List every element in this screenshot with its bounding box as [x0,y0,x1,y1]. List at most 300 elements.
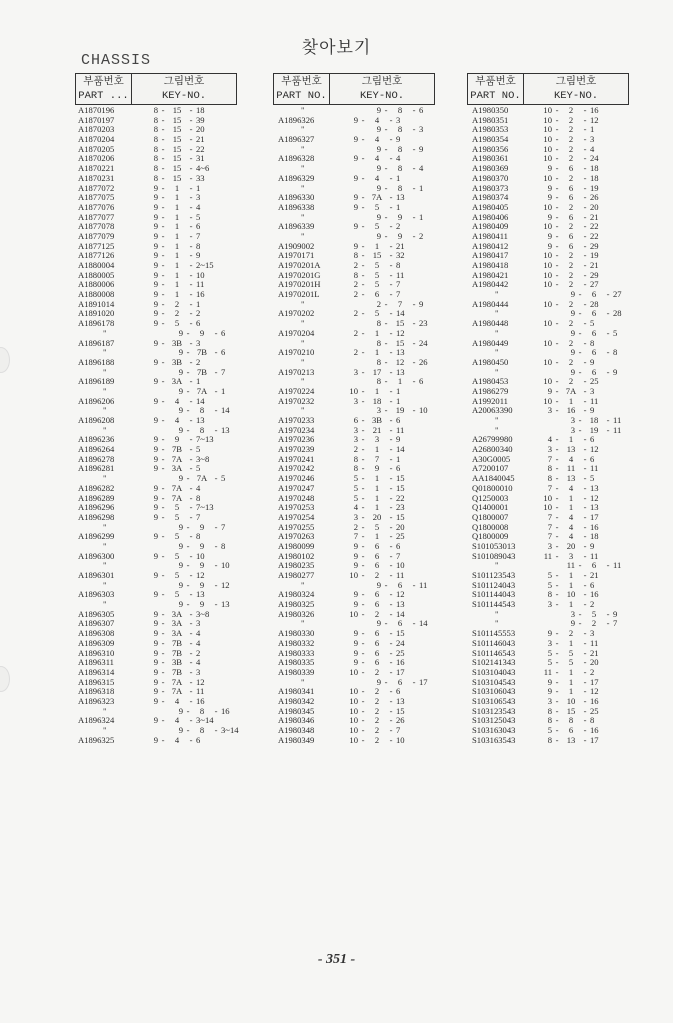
key-dash: - [555,637,559,648]
key-dash: - [555,531,559,542]
key-dash: - [361,221,365,232]
key-dash: - [189,657,193,668]
part-number: " [103,385,107,396]
key-group: 1 [568,395,574,406]
key-number [340,251,418,261]
part-number: " [103,521,107,532]
key-figure: 9 [178,405,183,416]
key-dash: - [412,376,416,387]
key-group: 1 [174,211,180,222]
key-dash: - [361,492,365,503]
key-group: 6 [568,211,574,222]
key-dash: - [384,676,388,687]
key-item: 3 [590,385,595,396]
key-item: 13 [196,415,205,425]
key-item: 9 [613,366,618,377]
part-number: A1970201G [278,269,321,280]
key-group: 1 [374,531,380,542]
key-dash: - [555,550,559,561]
part-number: A1896326 [278,114,315,125]
key-dash: - [186,521,190,532]
part-number: A1980342 [278,695,315,706]
key-group: 17 [372,366,382,377]
key-figure: 10 [543,114,552,125]
page-title: 찾아보기 [301,38,372,58]
key-dash: - [389,492,393,503]
key-item: 15 [396,705,405,716]
key-dash: - [606,289,610,300]
key-item: 23 [396,502,405,513]
key-dash: - [555,463,559,474]
part-number: A1896327 [278,134,315,145]
key-dash: - [161,240,165,251]
key-group: 6 [374,599,380,610]
key-dash: - [606,560,610,571]
key-dash: - [214,347,218,358]
key-dash: - [161,511,165,522]
key-dash: - [186,725,190,735]
key-group: 5 [174,318,180,329]
key-figure: 9 [153,279,158,290]
key-dash: - [189,647,193,658]
rows [75,106,243,745]
key-figure: 9 [153,657,158,668]
part-number: S101124043 [472,579,516,590]
part-number: " [495,308,499,319]
key-group: 9 [199,327,205,338]
key-item: 14 [396,444,405,455]
key-figure: 2 [353,289,358,300]
key-item: 21 [590,211,599,222]
key-dash: - [389,657,393,668]
key-dash: - [412,405,416,416]
part-number: S101144543 [472,599,516,610]
key-dash: - [606,308,610,319]
key-dash: - [189,531,193,542]
index-row [75,397,243,407]
key-number [140,280,218,290]
key-group: 6 [591,308,597,319]
key-group: 1 [374,385,380,396]
key-figure: 8 [153,172,158,183]
key-dash: - [361,521,365,532]
key-figure: 9 [570,347,575,358]
key-group: 1 [568,686,574,697]
key-dash: - [161,221,165,232]
key-dash: - [384,230,388,241]
key-number [340,426,418,436]
key-dash: - [361,666,365,677]
key-dash: - [384,211,388,222]
key-figure: 9 [153,570,158,580]
part-number: A1880008 [78,289,115,300]
key-figure: 3 [353,434,358,445]
key-group: 7A [196,385,208,396]
key-group: 6 [374,540,380,551]
key-dash: - [189,153,193,164]
key-figure: 6 [353,415,358,425]
key-figure: 9 [153,589,158,600]
key-group: 1 [174,289,180,300]
key-item: 6 [590,453,595,464]
index-row [75,416,243,426]
key-item: 28 [613,308,622,319]
key-group: 5 [174,550,180,561]
key-dash: - [606,608,610,619]
key-item: 21 [590,570,599,580]
key-item: 1 [221,385,226,396]
key-number [340,445,418,455]
key-dash: - [361,424,365,435]
part-number: A1891014 [78,298,115,309]
key-item: 26 [590,192,599,203]
part-number: A1970201A [278,260,321,270]
key-dash: - [189,608,193,619]
key-group: 15 [172,143,182,154]
key-item: 6 [396,686,401,697]
part-number: " [301,105,305,115]
key-group: 1 [374,492,380,503]
key-dash: - [578,618,582,629]
key-figure: 9 [353,647,358,658]
key-group: 6 [374,647,380,658]
key-dash: - [389,521,393,532]
key-dash: - [186,579,190,590]
key-item: 23 [419,318,428,329]
key-number [534,736,612,746]
key-group: 3 [374,434,380,445]
key-figure: 10 [543,250,552,261]
key-item: 14 [221,405,230,416]
part-number: A1980346 [278,715,315,726]
key-dash: - [361,589,365,600]
key-figure: 9 [353,628,358,639]
key-group: 18 [372,395,382,406]
key-dash: - [161,550,165,561]
key-dash: - [412,298,416,309]
key-dash: - [606,327,610,338]
key-group: 7A [196,473,208,484]
index-row [273,668,441,678]
part-number: A1980332 [278,637,315,648]
key-group: 2 [374,695,380,706]
key-dash: - [583,269,587,280]
key-item: 16 [196,695,205,706]
key-number [340,513,418,523]
part-number: " [301,337,305,348]
key-dash: - [361,444,365,455]
key-group: 8 [199,725,205,735]
key-figure: 8 [153,105,158,115]
part-number: S102141343 [472,657,516,668]
key-item: 5 [196,211,201,222]
key-number [534,513,612,523]
key-dash: - [161,289,165,300]
key-dash: - [555,114,559,125]
part-number: A1880004 [78,260,115,270]
key-figure: 9 [153,260,158,270]
key-item: 3~8 [196,608,210,619]
key-dash: - [361,705,365,716]
key-dash: - [555,666,559,677]
key-dash: - [389,734,393,745]
key-item: 25 [396,531,405,542]
key-dash: - [186,560,190,571]
key-group: 2 [568,153,574,164]
key-item: 1 [196,182,201,193]
key-group: 2 [568,260,574,270]
key-dash: - [389,666,393,677]
key-item: 9 [196,250,201,261]
key-dash: - [583,453,587,464]
key-item: 5 [613,327,618,338]
key-item: 9 [590,356,595,367]
key-dash: - [578,289,582,300]
key-dash: - [189,695,193,706]
key-group: 4 [174,695,180,706]
key-dash: - [189,482,193,493]
key-item: 17 [419,676,428,687]
key-figure: 9 [178,473,183,484]
key-figure: 8 [153,114,158,125]
key-figure: 9 [153,637,158,648]
part-number: " [301,211,305,222]
key-group: 2 [374,705,380,716]
key-group: 3B [171,657,183,668]
key-group: 8 [397,163,403,174]
part-number: S103106543 [472,695,516,706]
key-item: 2 [590,599,595,610]
key-dash: - [189,250,193,261]
index-row [467,552,635,562]
key-dash: - [606,347,610,358]
key-dash: - [161,124,165,135]
key-figure: 9 [547,211,552,222]
key-item: 25 [590,376,599,387]
part-header-kr: 부품번호 [83,76,124,88]
key-group: 16 [566,405,576,416]
key-dash: - [583,463,587,474]
key-figure: 5 [547,579,552,590]
key-group: 2 [568,143,574,154]
part-header-en: PART NO. [276,90,327,102]
key-group: 4 [374,153,380,164]
part-number: " [301,618,305,629]
part-number: " [103,405,107,416]
part-number: A1980235 [278,560,315,571]
key-figure: 10 [543,221,552,232]
key-figure: 5 [547,657,552,668]
key-dash: - [555,434,559,445]
key-number [534,154,612,164]
part-number: A1909002 [278,240,315,251]
part-number: A1896188 [78,356,115,367]
column-header [273,73,435,105]
key-dash: - [583,531,587,542]
key-number [340,523,418,533]
part-number: A1870197 [78,114,115,125]
key-number [140,184,218,194]
key-group: 1 [568,502,574,513]
key-dash: - [583,628,587,639]
part-header-en: PART ... [78,90,129,102]
key-item: 11 [613,415,622,425]
key-figure: 8 [153,134,158,145]
key-figure: 9 [570,289,575,300]
part-number: A1870196 [78,105,115,115]
part-number: A1970171 [278,250,315,261]
part-number: A1980449 [472,337,509,348]
key-dash: - [161,337,165,348]
key-dash: - [389,172,393,183]
part-number: " [495,608,499,619]
key-group: 15 [172,114,182,125]
part-number: A1896308 [78,628,115,639]
index-row [75,716,243,726]
part-number: A1896310 [78,647,115,658]
key-dash: - [361,308,365,319]
key-group: 4 [174,395,180,406]
part-number: " [103,366,107,377]
key-figure: 9 [353,192,358,203]
key-group: 7B [196,366,208,377]
key-figure: 9 [547,240,552,251]
key-group: 6 [397,579,403,590]
key-item: 2 [590,666,595,677]
key-item: 6 [396,540,401,551]
part-number: A1970232 [278,395,315,406]
key-dash: - [583,260,587,270]
key-dash: - [186,385,190,396]
part-number: " [301,182,305,193]
part-number: " [103,327,107,338]
key-dash: - [555,143,559,154]
key-dash: - [389,453,393,464]
index-row [75,377,243,387]
key-dash: - [214,560,218,571]
index-row [75,339,243,349]
key-dash: - [389,686,393,697]
key-dash: - [555,240,559,251]
key-dash: - [583,114,587,125]
key-dash: - [186,540,190,551]
part-number: A1980448 [472,318,509,329]
key-dash: - [361,289,365,300]
part-number: A1970201L [278,289,320,300]
part-number: S101123543 [472,570,516,580]
key-dash: - [555,676,559,687]
key-group: 6 [397,618,403,629]
part-number: " [301,356,305,367]
key-dash: - [189,415,193,425]
key-group: 5 [374,221,380,232]
part-number: A1870231 [78,172,115,183]
key-dash: - [555,211,559,222]
key-dash: - [214,327,218,338]
index-column-2 [273,73,441,745]
key-group: 7 [397,298,403,309]
key-figure: 9 [376,124,381,135]
key-dash: - [555,201,559,212]
key-item: 1 [396,395,401,406]
key-figure: 9 [570,366,575,377]
key-figure: 7 [353,531,358,542]
part-number: " [103,424,107,435]
key-figure: 10 [349,695,358,706]
part-number: " [301,579,305,590]
key-dash: - [606,415,610,425]
key-header-kr: 그림번호 [555,76,597,88]
index-row [273,203,441,213]
key-dash: - [578,608,582,619]
part-number: A1970253 [278,502,315,513]
key-figure: 9 [153,337,158,348]
part-number: " [301,376,305,387]
part-number: A1970202 [278,308,315,319]
part-number: A1980369 [472,163,509,174]
part-number: " [495,415,499,425]
key-dash: - [555,492,559,503]
key-figure: 9 [376,163,381,174]
key-group: 1 [174,201,180,212]
key-item: 10 [221,560,230,571]
key-item: 21 [196,134,205,145]
key-figure: 3 [353,366,358,377]
key-dash: - [555,134,559,145]
key-group: 15 [172,153,182,164]
part-header-kr: 부품번호 [281,76,322,88]
key-group: 1 [174,269,180,280]
key-dash: - [555,473,559,484]
page-number: - 351 - [317,952,356,967]
key-item: 17 [590,676,599,687]
key-group: 15 [172,134,182,145]
key-item: 25 [396,647,405,658]
index-row [75,552,243,562]
part-number: " [103,540,107,551]
key-dash: - [555,705,559,716]
key-number [534,222,612,232]
part-number: S103125043 [472,715,516,726]
key-figure: 9 [153,511,158,522]
key-dash: - [555,279,559,290]
key-item: 8 [590,715,595,726]
key-item: 20 [590,657,599,668]
key-dash: - [214,405,218,416]
key-number [534,523,612,533]
key-number [140,300,218,310]
key-group: 1 [568,676,574,687]
key-figure: 3 [570,424,575,435]
key-figure: 2 [353,444,358,455]
key-figure: 7 [547,521,552,532]
key-dash: - [161,628,165,639]
key-group: 2 [568,356,574,367]
key-item: 22 [396,492,405,503]
key-dash: - [161,686,165,697]
key-dash: - [389,250,393,261]
key-item: 5 [590,318,595,329]
key-group: 3A [171,608,183,619]
part-number: A1896289 [78,492,115,503]
key-group: 7A [171,492,183,503]
index-row [273,309,441,319]
key-dash: - [555,540,559,551]
key-figure: 10 [543,269,552,280]
key-item: 32 [396,250,405,261]
part-number: A1980354 [472,134,509,145]
key-dash: - [389,269,393,280]
